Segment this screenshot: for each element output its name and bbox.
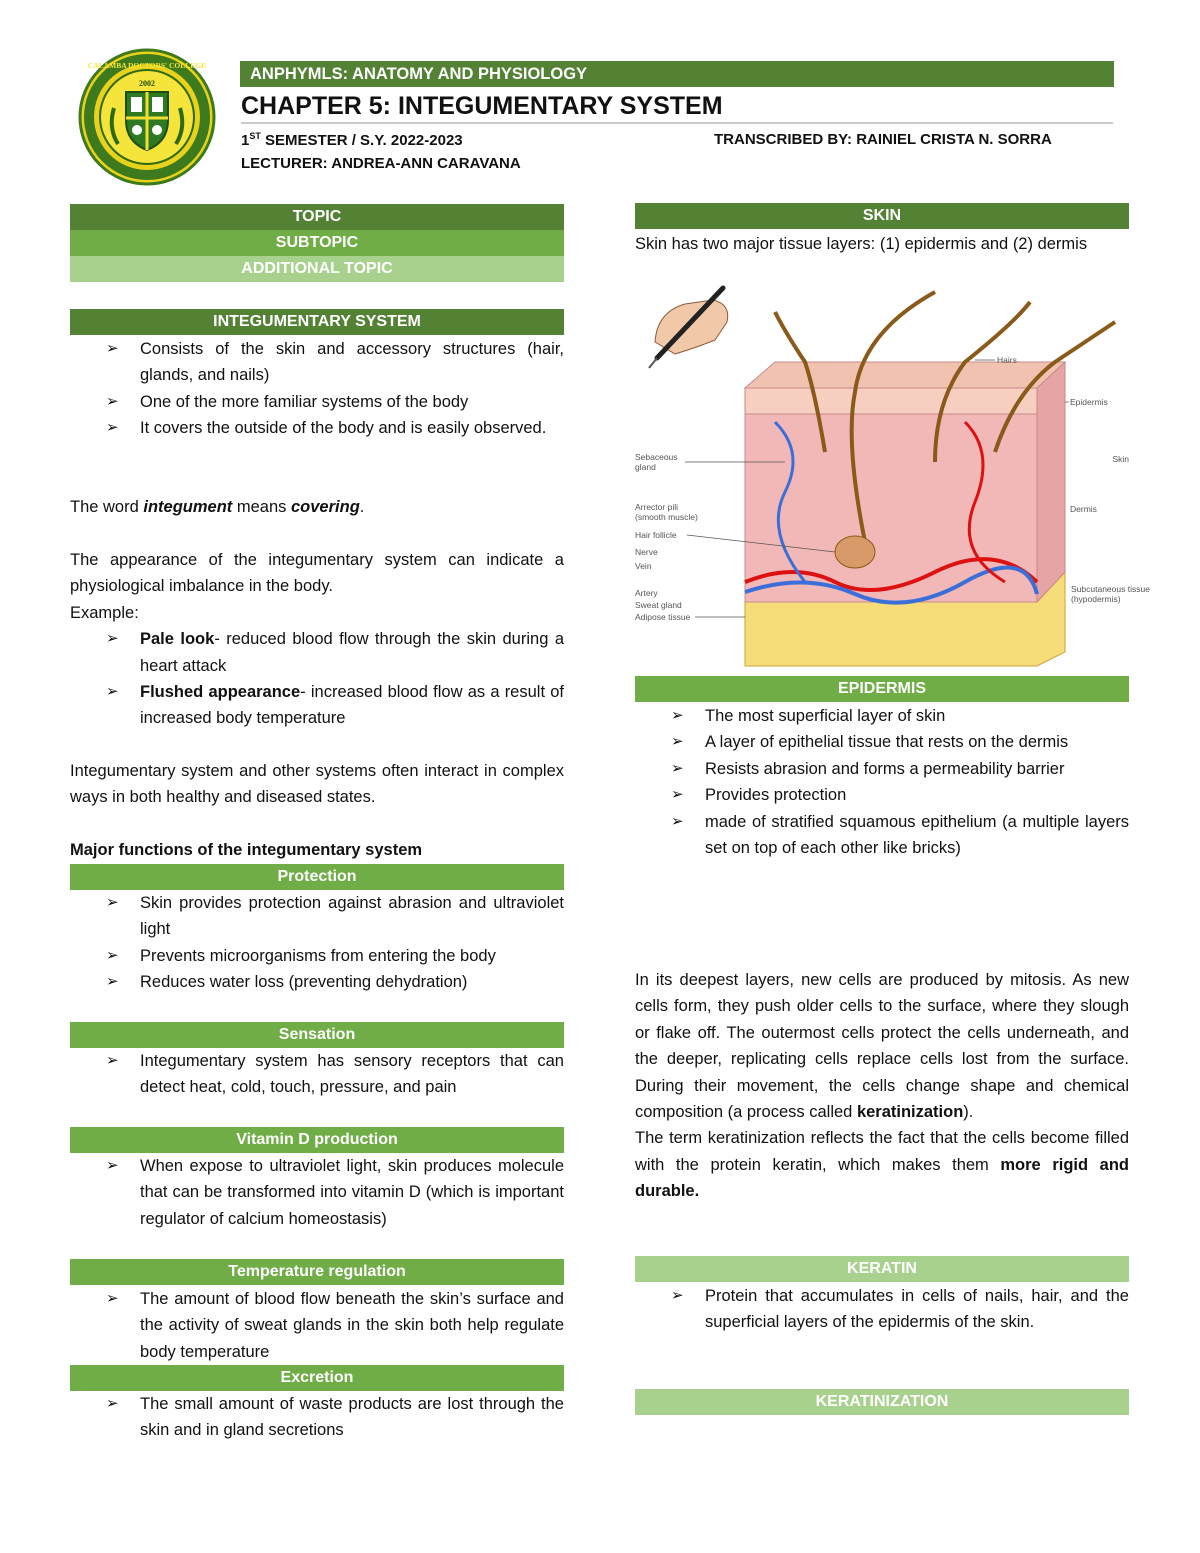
text: means	[232, 498, 291, 516]
label-hair-follicle: Hair follicle	[635, 530, 677, 540]
text: The word	[70, 498, 144, 516]
label-skin: Skin	[1112, 454, 1129, 464]
label-artery: Artery	[635, 588, 658, 598]
list-item: ➢ Reduces water loss (preventing dehydration)	[70, 969, 564, 995]
list-item: ➢ It covers the outside of the body and is easily observed.	[70, 415, 564, 441]
text: The term keratinization reflects the fact that the cells become filled with the protein keratin, which makes them	[635, 1129, 1129, 1174]
keratinization-heading: KERATINIZATION	[635, 1389, 1129, 1415]
vitamin-d-heading: Vitamin D production	[70, 1127, 564, 1153]
list-item: ➢ Consists of the skin and accessory structures (hair, glands, and nails)	[70, 336, 564, 389]
temperature-heading: Temperature regulation	[70, 1259, 564, 1285]
keratin-bullets	[635, 1283, 1129, 1336]
list-item: ➢ One of the more familiar systems of the body	[70, 389, 564, 415]
list-item	[70, 679, 564, 732]
text: .	[359, 498, 365, 516]
skin-cross-section-diagram	[635, 282, 1150, 672]
temperature-bullets	[70, 1286, 564, 1365]
epidermis-bullets	[635, 703, 1129, 861]
integumentary-system-heading: INTEGUMENTARY SYSTEM	[70, 309, 564, 335]
list-item: ➢ Skin provides protection against abrasion and ultraviolet light	[70, 890, 564, 943]
paragraph: The appearance of the integumentary system can indicate a physiological imbalance in the body.	[70, 551, 564, 596]
excretion-heading: Excretion	[70, 1365, 564, 1391]
hand-pen-icon	[649, 288, 728, 368]
label-gland: gland	[635, 462, 656, 472]
text: - increased blood flow as a result of increased body temperature	[140, 683, 564, 728]
semester-suffix: ST	[249, 131, 261, 141]
list-item: ➢ The most superficial layer of skin	[635, 703, 1129, 729]
course-title-bar: ANPHYMLS: ANATOMY AND PHYSIOLOGY	[240, 61, 1114, 87]
text: - reduced blood flow through the skin during a heart attack	[140, 630, 564, 675]
sensation-bullets	[70, 1048, 564, 1101]
list-item: ➢ Prevents microorganisms from entering the body	[70, 943, 564, 969]
epidermis-heading: EPIDERMIS	[635, 676, 1129, 702]
label-hairs: Hairs	[997, 355, 1017, 365]
label-sweat-gland: Sweat gland	[635, 600, 682, 610]
keratin-heading: KERATIN	[635, 1256, 1129, 1282]
college-seal-logo	[78, 48, 216, 186]
transcriber-info: TRANSCRIBED BY: RAINIEL CRISTA N. SORRA	[714, 131, 1052, 148]
list-item: ➢ A layer of epithelial tissue that rests on the dermis	[635, 729, 1129, 755]
label-subcutaneous: Subcutaneous tissue	[1071, 584, 1150, 594]
emphasis: integument	[143, 498, 233, 516]
integumentary-bullets	[70, 336, 564, 442]
list-item: ➢ Provides protection	[635, 782, 1129, 808]
label-sebaceous: Sebaceous	[635, 452, 678, 462]
label-dermis: Dermis	[1070, 504, 1097, 514]
emphasis: covering	[291, 498, 360, 516]
semester-number: 1	[241, 132, 250, 149]
label-hypodermis: (hypodermis)	[1071, 594, 1121, 604]
term: Pale look	[140, 630, 215, 649]
appearance-paragraph	[70, 547, 564, 732]
functions-heading	[70, 837, 564, 863]
protection-bullets	[70, 890, 564, 996]
term: Flushed appearance	[140, 683, 301, 702]
list-item	[70, 626, 564, 679]
heading: Major functions of the integumentary system	[70, 841, 423, 859]
list-item: ➢ The amount of blood flow beneath the skin’s surface and the activity of sweat glands in the skin both help regulate body temperature	[70, 1286, 564, 1365]
legend-subtopic: SUBTOPIC	[70, 230, 564, 256]
skin-heading: SKIN	[635, 203, 1129, 229]
label-adipose-tissue: Adipose tissue	[635, 612, 691, 622]
label-nerve: Nerve	[635, 547, 658, 557]
paragraph: Integumentary system and other systems often interact in complex ways in both healthy and diseased states.	[70, 762, 564, 807]
excretion-bullets	[70, 1391, 564, 1444]
list-item: ➢ made of stratified squamous epithelium (a multiple layers set on top of each other like bricks)	[635, 809, 1129, 862]
text: In its deepest layers, new cells are produced by mitosis. As new cells form, they push older cells to the surface, where they slough or flake off. The outermost cells protect the cells underneath, and the deeper, replicating cells replace cells lost from the surface. During their movement, the cells change shape and chemical composition (a process called	[635, 971, 1129, 1122]
seal-text: CALAMBA DOCTORS' COLLEGE	[87, 61, 207, 70]
label-epidermis: Epidermis	[1070, 397, 1108, 407]
sensation-heading: Sensation	[70, 1022, 564, 1048]
label-smooth-muscle: (smooth muscle)	[635, 512, 698, 522]
label-vein: Vein	[635, 561, 652, 571]
list-item: ➢ Protein that accumulates in cells of nails, hair, and the superficial layers of the epidermis of the skin.	[635, 1283, 1129, 1336]
skin-intro	[635, 231, 1129, 257]
paragraph: Skin has two major tissue layers: (1) epidermis and (2) dermis	[635, 235, 1088, 253]
vitamin-d-bullets	[70, 1153, 564, 1232]
interact-paragraph	[70, 758, 564, 811]
text: ).	[963, 1103, 974, 1122]
list-item: ➢ The small amount of waste products are lost through the skin and in gland secretions	[70, 1391, 564, 1444]
seal-year: 2002	[139, 79, 155, 88]
list-item: ➢ Integumentary system has sensory receptors that can detect heat, cold, touch, pressure, and pain	[70, 1048, 564, 1101]
legend-topic: TOPIC	[70, 204, 564, 230]
keratinization-paragraph	[635, 967, 1129, 1205]
list-item: ➢ When expose to ultraviolet light, skin produces molecule that can be transformed into vitamin D (which is important regulator of calcium homeostasis)	[70, 1153, 564, 1232]
lecturer-info: LECTURER: ANDREA-ANN CARAVANA	[241, 155, 521, 172]
example-label: Example:	[70, 603, 139, 622]
semester-text: SEMESTER / S.Y. 2022-2023	[260, 132, 463, 149]
legend-additional-topic: ADDITIONAL TOPIC	[70, 256, 564, 282]
label-arrector-pili: Arrector pili	[635, 502, 678, 512]
emphasis: keratinization	[856, 1103, 964, 1122]
integument-definition	[70, 494, 564, 520]
semester-info	[241, 131, 463, 149]
list-item: ➢ Resists abrasion and forms a permeability barrier	[635, 756, 1129, 782]
protection-heading: Protection	[70, 864, 564, 890]
chapter-title: CHAPTER 5: INTEGUMENTARY SYSTEM	[241, 90, 1113, 124]
emphasis: more rigid and durable.	[635, 1155, 1129, 1201]
